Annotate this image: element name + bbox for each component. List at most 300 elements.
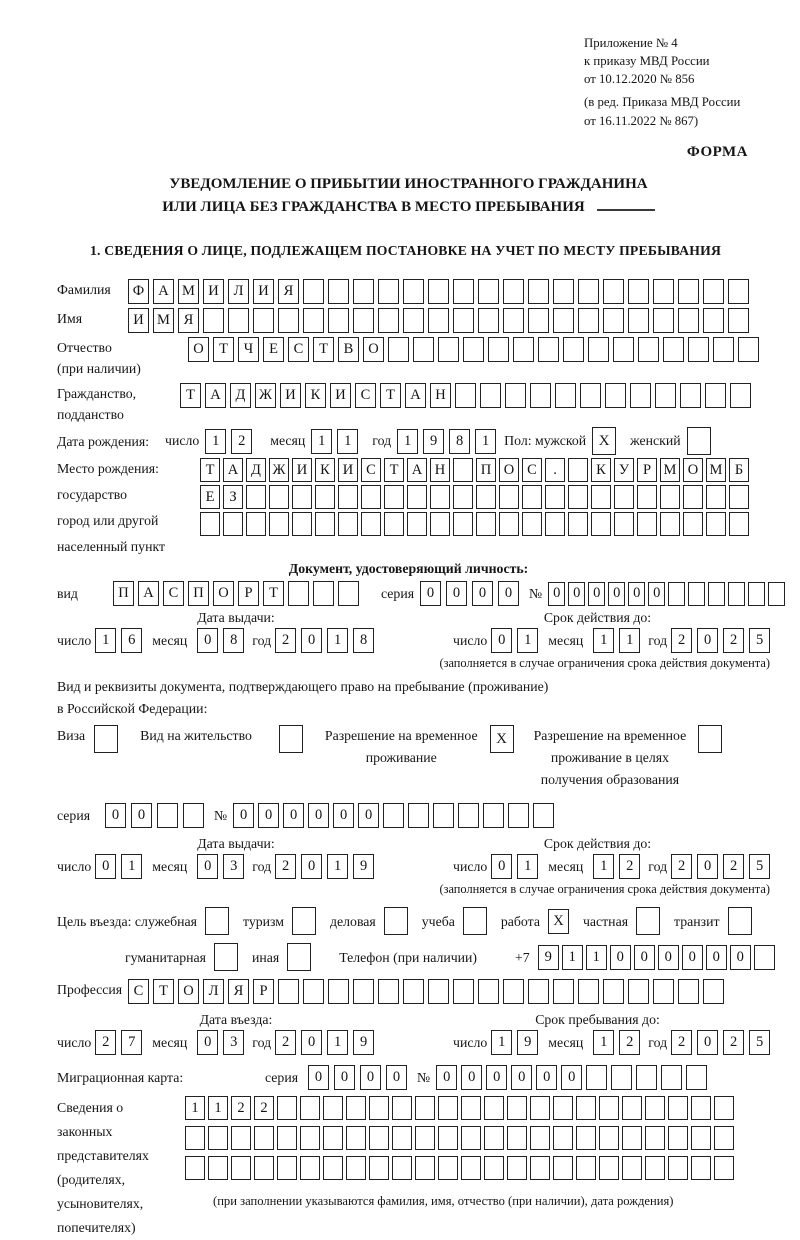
char-box: У (614, 458, 634, 482)
char-box: 9 (517, 1030, 538, 1055)
entry-month-boxes (197, 1030, 244, 1055)
char-box (338, 485, 358, 509)
migration-series-boxes (308, 1065, 407, 1090)
char-box: 1 (95, 628, 116, 653)
char-box (691, 1096, 711, 1120)
char-box (645, 1156, 665, 1180)
sex-male-label: Пол: мужской (504, 433, 587, 449)
month-label: месяц (548, 633, 584, 649)
char-box (605, 383, 626, 408)
month-label: месяц (548, 1035, 584, 1051)
birth-year-boxes (397, 429, 496, 454)
iddoc-issue-day-boxes (95, 628, 142, 653)
char-box (530, 383, 551, 408)
iddoc-valid-year-boxes (671, 628, 770, 653)
char-box: О (363, 337, 384, 362)
char-box (415, 1126, 435, 1150)
name-label: Имя (57, 311, 83, 327)
form-title (37, 173, 780, 220)
char-box: 0 (610, 945, 631, 970)
temp-residence-group (325, 725, 514, 769)
char-box: П (476, 458, 496, 482)
char-box: Я (178, 308, 199, 333)
profession-boxes (128, 979, 724, 1004)
char-box: 2 (723, 1030, 744, 1055)
stay-month-boxes (593, 1030, 640, 1055)
visa-label: Виза (57, 728, 86, 744)
char-box (660, 512, 680, 536)
char-box (484, 1156, 504, 1180)
char-box (628, 308, 649, 333)
char-box: Т (153, 979, 174, 1004)
char-box: 0 (498, 581, 519, 606)
migration-number-label: № (417, 1069, 431, 1085)
char-box (603, 308, 624, 333)
char-box: 5 (749, 1030, 770, 1055)
iddoc-number-boxes (548, 582, 785, 606)
char-box: 2 (723, 854, 744, 879)
char-box (680, 383, 701, 408)
char-box (507, 1156, 527, 1180)
resdoc-issue-col (57, 836, 415, 879)
char-box: Т (180, 383, 201, 408)
char-box (522, 512, 542, 536)
char-box: 8 (353, 628, 374, 653)
legal-rep-label-line5: усыновителях, (57, 1196, 144, 1212)
char-box (622, 1096, 642, 1120)
entry-dates-row (57, 1012, 780, 1055)
purpose-work-checkbox (548, 909, 569, 934)
char-box (478, 308, 499, 333)
char-box (553, 1096, 573, 1120)
char-box: 2 (254, 1096, 274, 1120)
char-box (599, 1156, 619, 1180)
day-label: число (453, 1035, 488, 1051)
char-box (378, 308, 399, 333)
char-box: И (280, 383, 301, 408)
char-box (430, 485, 450, 509)
iddoc-series-label: серия (381, 585, 415, 601)
char-box (638, 337, 659, 362)
char-box: 2 (275, 854, 296, 879)
char-box (599, 1126, 619, 1150)
char-box: 0 (658, 945, 679, 970)
surname-row (57, 279, 780, 304)
iddoc-dates-row (57, 610, 780, 653)
temp-residence-label-line1: Разрешение на временное (324, 728, 478, 744)
char-box: И (292, 458, 312, 482)
char-box (614, 512, 634, 536)
char-box: 3 (223, 1030, 244, 1055)
char-box (300, 1126, 320, 1150)
char-box (538, 337, 559, 362)
char-box: 2 (275, 1030, 296, 1055)
char-box: 0 (283, 803, 304, 828)
char-box (323, 1096, 343, 1120)
char-box: 1 (517, 854, 538, 879)
char-box: 0 (486, 1065, 507, 1090)
char-box (392, 1096, 412, 1120)
legal-rep-boxes-row3 (185, 1156, 734, 1180)
char-box: 0 (301, 854, 322, 879)
sex-female-checkbox (687, 427, 711, 455)
entry-year-boxes (275, 1030, 374, 1055)
legal-rep-label-line6: попечителях) (57, 1220, 136, 1236)
char-box (407, 485, 427, 509)
resdoc-issue-month-boxes (197, 854, 244, 879)
char-box (315, 512, 335, 536)
char-box (323, 1156, 343, 1180)
char-box (384, 485, 404, 509)
char-box: 2 (231, 1096, 251, 1120)
char-box: 0 (197, 1030, 218, 1055)
char-box: 0 (436, 1065, 457, 1090)
char-box (415, 1156, 435, 1180)
char-box: 1 (593, 628, 614, 653)
stay-until-heading: Срок пребывания до: (535, 1012, 660, 1028)
char-box: 0 (648, 582, 665, 606)
char-box (338, 581, 359, 606)
iddoc-valid-day-boxes (491, 628, 538, 653)
char-box (576, 1156, 596, 1180)
char-box: 0 (301, 1030, 322, 1055)
sex-female-label: женский (630, 433, 681, 449)
char-box: Б (729, 458, 749, 482)
char-box (303, 279, 324, 304)
temp-residence-edu-label-line1: Разрешение на временное (533, 728, 687, 744)
month-label: месяц (152, 1035, 188, 1051)
char-box (728, 907, 752, 935)
purpose-private-checkbox (636, 907, 660, 935)
char-box (705, 383, 726, 408)
iddoc-kind-row (57, 581, 780, 606)
legal-rep-label-line4: (родителях, (57, 1172, 126, 1188)
char-box (708, 582, 725, 606)
resdoc-number-label: № (214, 807, 228, 823)
char-box: А (405, 383, 426, 408)
stay-day-boxes (491, 1030, 538, 1055)
char-box: И (330, 383, 351, 408)
purpose-official-label: Цель въезда: служебная (57, 913, 198, 929)
entry-date-col (57, 1012, 415, 1055)
stay-until-col (415, 1012, 780, 1055)
char-box: П (113, 581, 134, 606)
char-box (714, 1156, 734, 1180)
char-box (655, 383, 676, 408)
char-box (580, 383, 601, 408)
appendix-block (584, 34, 770, 130)
char-box (208, 1126, 228, 1150)
char-box (205, 907, 229, 935)
char-box: 2 (723, 628, 744, 653)
char-box (507, 1096, 527, 1120)
char-box (576, 1096, 596, 1120)
char-box (300, 1156, 320, 1180)
birthplace-box-rows (200, 458, 749, 536)
char-box: А (205, 383, 226, 408)
iddoc-number-label: № (529, 585, 543, 601)
char-box: Л (228, 279, 249, 304)
purpose-tourism-checkbox (292, 907, 316, 935)
char-box: 3 (223, 854, 244, 879)
surname-label: Фамилия (57, 282, 111, 298)
month-label: месяц (152, 859, 188, 875)
char-box (613, 337, 634, 362)
char-box (407, 512, 427, 536)
char-box (503, 979, 524, 1004)
char-box: 1 (586, 945, 607, 970)
char-box (254, 1156, 274, 1180)
char-box (361, 512, 381, 536)
purpose-transit-label: транзит (674, 913, 720, 929)
char-box: Р (238, 581, 259, 606)
purpose-tourism-label: туризм (243, 913, 285, 929)
resdoc-dates-row (57, 836, 780, 879)
day-label: число (57, 859, 92, 875)
birth-year-label: год (372, 433, 392, 449)
char-box: О (188, 337, 209, 362)
char-box (369, 1126, 389, 1150)
entry-date-line (57, 1030, 415, 1055)
char-box (480, 383, 501, 408)
char-box: 0 (333, 803, 354, 828)
char-box (388, 337, 409, 362)
temp-residence-edu-label-line2: проживание в целях (550, 750, 669, 766)
char-box (353, 308, 374, 333)
char-box: 2 (231, 429, 252, 454)
revision-line: от 16.11.2022 № 867) (584, 113, 699, 128)
char-box (578, 279, 599, 304)
char-box: 7 (121, 1030, 142, 1055)
char-box (278, 308, 299, 333)
purpose-private-label: частная (582, 913, 629, 929)
char-box: 9 (423, 429, 444, 454)
birthplace-label-line1: Место рождения: (57, 461, 159, 477)
char-box (591, 485, 611, 509)
char-box: 1 (185, 1096, 205, 1120)
char-box (691, 1126, 711, 1150)
char-box (668, 582, 685, 606)
purpose-row (57, 907, 780, 935)
char-box: И (338, 458, 358, 482)
char-box (599, 1096, 619, 1120)
char-box: 0 (233, 803, 254, 828)
birth-month-boxes (311, 429, 358, 454)
resdoc-series-label: серия (57, 808, 91, 824)
char-box: 5 (749, 628, 770, 653)
char-box (463, 907, 487, 935)
char-box (688, 337, 709, 362)
char-box (714, 1096, 734, 1120)
char-box: Т (263, 581, 284, 606)
char-box (455, 383, 476, 408)
char-box: 0 (697, 1030, 718, 1055)
temp-residence-edu-checkbox (698, 725, 722, 753)
char-box (668, 1156, 688, 1180)
phone-label: Телефон (при наличии) (339, 949, 478, 965)
char-box (403, 979, 424, 1004)
sex-male-checkbox (592, 427, 616, 455)
char-box: О (499, 458, 519, 482)
legal-rep-row (57, 1096, 780, 1240)
char-box: 0 (197, 854, 218, 879)
char-box (292, 485, 312, 509)
char-box (384, 907, 408, 935)
char-box (378, 979, 399, 1004)
char-box: 2 (671, 628, 692, 653)
surname-boxes (128, 279, 749, 304)
iddoc-valid-heading: Срок действия до: (543, 610, 652, 626)
char-box: М (660, 458, 680, 482)
char-box (768, 582, 785, 606)
char-box: 0 (258, 803, 279, 828)
resdoc-issue-heading: Дата выдачи: (197, 836, 275, 852)
char-box: С (163, 581, 184, 606)
char-box (269, 485, 289, 509)
char-box: Р (637, 458, 657, 482)
char-box (328, 979, 349, 1004)
char-box: 0 (105, 803, 126, 828)
char-box (476, 512, 496, 536)
char-box (453, 308, 474, 333)
day-label: число (453, 633, 488, 649)
section1-heading: 1. СВЕДЕНИЯ О ЛИЦЕ, ПОДЛЕЖАЩЕМ ПОСТАНОВКЕ НА УЧЕТ ПО МЕСТУ ПРЕБЫВАНИЯ (89, 243, 722, 259)
char-box: 0 (491, 628, 512, 653)
char-box: 0 (358, 803, 379, 828)
char-box: 0 (628, 582, 645, 606)
char-box (458, 803, 479, 828)
temp-residence-edu-group (534, 725, 723, 791)
char-box: Т (213, 337, 234, 362)
char-box: 9 (353, 1030, 374, 1055)
birthplace-label-line4: населенный пункт (57, 539, 166, 555)
iddoc-kind-label: вид (57, 586, 78, 602)
char-box (392, 1156, 412, 1180)
char-box (522, 485, 542, 509)
char-box: 0 (420, 581, 441, 606)
birth-day-boxes (205, 429, 252, 454)
char-box (528, 279, 549, 304)
forma-label: ФОРМА (686, 143, 748, 160)
char-box: 0 (446, 581, 467, 606)
purpose-transit-checkbox (728, 907, 752, 935)
char-box: М (178, 279, 199, 304)
char-box (553, 1126, 573, 1150)
char-box: 1 (327, 1030, 348, 1055)
char-box (528, 979, 549, 1004)
char-box (586, 1065, 607, 1090)
char-box: С (361, 458, 381, 482)
char-box (614, 485, 634, 509)
char-box (383, 803, 404, 828)
legal-rep-boxes-row1 (185, 1096, 734, 1120)
char-box: 1 (337, 429, 358, 454)
char-box (687, 427, 711, 455)
char-box: С (355, 383, 376, 408)
char-box: 0 (360, 1065, 381, 1090)
char-box (346, 1096, 366, 1120)
birthplace-label-line2: государство (57, 487, 128, 503)
patronymic-label-line1: Отчество (57, 340, 112, 356)
char-box: 0 (308, 803, 329, 828)
birthdate-row (57, 427, 780, 455)
char-box (461, 1156, 481, 1180)
form-title-line2-text: ИЛИ ЛИЦА БЕЗ ГРАЖДАНСТВА В МЕСТО ПРЕБЫВАНИЯ (162, 199, 585, 216)
char-box: 2 (619, 854, 640, 879)
patronymic-boxes (188, 337, 759, 362)
iddoc-valid-line (415, 628, 780, 653)
resdoc-valid-note: (заполняется в случае ограничения срока действия документа) (439, 882, 770, 897)
phone-prefix: +7 (515, 949, 530, 965)
char-box: С (128, 979, 149, 1004)
char-box (530, 1126, 550, 1150)
char-box: С (288, 337, 309, 362)
char-box: З (223, 485, 243, 509)
resdoc-valid-col (415, 836, 780, 879)
char-box: Ж (255, 383, 276, 408)
visa-group (57, 725, 118, 753)
char-box (545, 485, 565, 509)
char-box (361, 485, 381, 509)
char-box (530, 1096, 550, 1120)
legal-rep-note: (при заполнении указываются фамилия, имя, отчество (при наличии), дата рождения) (213, 1194, 674, 1209)
name-boxes (128, 308, 749, 333)
char-box: Д (230, 383, 251, 408)
residence-doc-line2: в Российской Федерации: (57, 701, 208, 717)
legal-rep-box-rows (185, 1096, 734, 1209)
day-label: число (57, 633, 92, 649)
char-box: О (213, 581, 234, 606)
char-box: 0 (608, 582, 625, 606)
char-box (231, 1156, 251, 1180)
resdoc-issue-year-boxes (275, 854, 374, 879)
char-box: Е (263, 337, 284, 362)
char-box: Ч (238, 337, 259, 362)
char-box: 0 (301, 628, 322, 653)
residence-checkboxes-row (57, 725, 780, 791)
char-box (663, 337, 684, 362)
char-box (588, 337, 609, 362)
char-box (636, 907, 660, 935)
char-box (300, 1096, 320, 1120)
char-box: Н (430, 383, 451, 408)
char-box (430, 512, 450, 536)
char-box (730, 383, 751, 408)
char-box (622, 1156, 642, 1180)
char-box (545, 512, 565, 536)
stay-year-boxes (671, 1030, 770, 1055)
char-box: 0 (511, 1065, 532, 1090)
char-box: Л (203, 979, 224, 1004)
char-box: И (128, 308, 149, 333)
char-box: 0 (697, 628, 718, 653)
temp-residence-label (325, 725, 478, 769)
char-box (553, 279, 574, 304)
char-box: К (591, 458, 611, 482)
migration-series-label: серия (265, 1070, 299, 1086)
char-box (668, 1126, 688, 1150)
legal-rep-label-line3: представителях (57, 1148, 149, 1164)
char-box: 1 (397, 429, 418, 454)
year-label: год (252, 1035, 272, 1051)
char-box (408, 803, 429, 828)
iddoc-issue-heading: Дата выдачи: (197, 610, 275, 626)
purpose-other-label: иная (251, 949, 280, 965)
char-box (678, 979, 699, 1004)
char-box (603, 979, 624, 1004)
profession-label: Профессия (57, 982, 123, 998)
legal-rep-label-line1: Сведения о (57, 1100, 124, 1116)
